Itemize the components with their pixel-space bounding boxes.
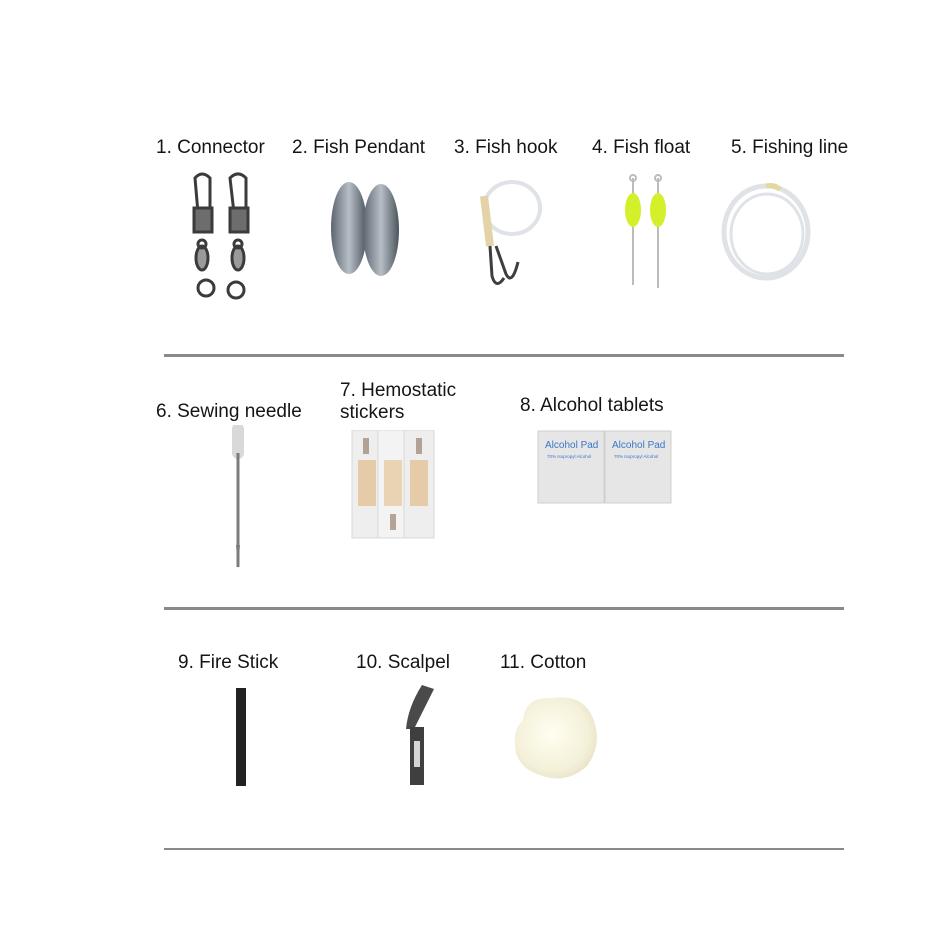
row-divider-2 <box>164 607 844 610</box>
fish-hook-with-line-icon <box>466 166 551 292</box>
item-label-fishing-line: 5. Fishing line <box>731 137 849 158</box>
item-label-cotton: 11. Cotton <box>500 652 587 673</box>
snap-swivel-connector-icon <box>180 168 260 316</box>
item-label-sewing-needle: 6. Sewing needle <box>156 401 302 422</box>
row-divider-1 <box>164 354 844 357</box>
cotton-ball-icon <box>505 690 605 784</box>
item-label-connector: 1. Connector <box>156 137 265 158</box>
svg-text:Alcohol Pad: Alcohol Pad <box>612 440 666 451</box>
item-label-scalpel: 10. Scalpel <box>356 652 451 673</box>
item-label-fish-pendant: 2. Fish Pendant <box>292 137 426 158</box>
fishing-float-bobbers-icon <box>618 170 674 292</box>
svg-text:Alcohol Pad: Alcohol Pad <box>545 440 599 451</box>
scalpel-blade-icon <box>400 681 440 787</box>
lead-sinker-weights-icon <box>325 178 405 283</box>
sewing-needle-icon <box>224 425 254 573</box>
item-label-fire-stick: 9. Fire Stick <box>178 652 279 673</box>
svg-text:70% Isopropyl Alcohol: 70% Isopropyl Alcohol <box>614 454 659 459</box>
item-label-alcohol-tablets: 8. Alcohol tablets <box>520 395 664 416</box>
alcohol-pad-icon <box>537 430 673 506</box>
svg-text:70% Isopropyl Alcohol: 70% Isopropyl Alcohol <box>547 454 592 459</box>
bandage-stickers-icon <box>348 430 438 540</box>
item-label-fish-hook: 3. Fish hook <box>454 137 558 158</box>
fire-stick-icon <box>234 686 250 788</box>
item-label-hemostatic-stickers: 7. Hemostatic stickers <box>340 380 457 423</box>
item-label-fish-float: 4. Fish float <box>592 137 691 158</box>
fishing-line-coil-icon <box>718 180 816 284</box>
row-divider-3 <box>164 848 844 850</box>
